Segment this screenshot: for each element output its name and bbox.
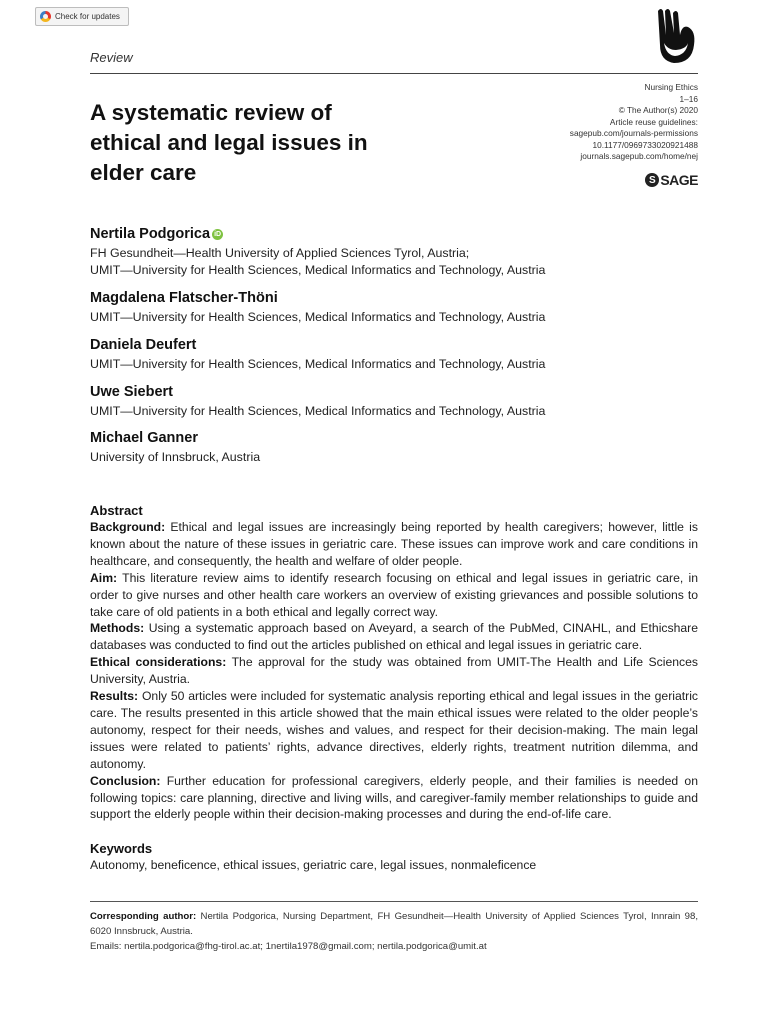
abstract-conclusion: Conclusion: Further education for professional caregivers, elderly people, and their families is needed on following topics: care planning, directive and living wills, and caregiver-family member relationships to guide and support the elderly people within their decision-making processes and during the end-of-life care. <box>90 773 698 822</box>
journal-name: Nursing Ethics <box>644 82 698 92</box>
abstract-methods: Methods: Using a systematic approach based on Aveyard, a search of the PubMed, CINAHL, and Ethicshare databases was conducted to find out the articles published on ethical and legal issues in geriatric care. <box>90 621 699 653</box>
abstract-background: Background: Ethical and legal issues are increasingly being reported by health caregivers; however, little is known about the nature of these issues in geriatric care. These issues can improve work and care conditions in healthcare, and consequently, the health and welfare of older people. <box>90 520 698 568</box>
crossmark-icon <box>40 11 51 22</box>
journal-home-link[interactable]: journals.sagepub.com/home/nej <box>580 151 698 161</box>
abstract-heading: Abstract <box>90 503 143 518</box>
author-name: Magdalena Flatscher-Thöni <box>90 290 278 306</box>
article-title: A systematic review of ethical and legal issues in elder care <box>90 100 368 185</box>
author-affiliation: UMIT—University for Health Sciences, Medical Informatics and Technology, Austria <box>90 263 546 277</box>
header-divider <box>90 73 698 74</box>
keywords-heading: Keywords <box>90 841 153 856</box>
author-name: Nertila Podgorica iD <box>90 226 222 242</box>
check-for-updates-button[interactable] <box>35 7 129 26</box>
copyright: © The Author(s) 2020 <box>618 105 698 115</box>
check-for-updates-label: Check for updates <box>55 12 120 21</box>
doi-link[interactable]: 10.1177/0969733020921488 <box>592 139 698 150</box>
corresponding-author: Corresponding author: Nertila Podgorica, Nursing Department, FH Gesundheit—Health University of Applied Sciences Tyrol, Innrain 98, 6020 Innsbruck, Austria. <box>90 911 699 937</box>
section-label: Review <box>90 50 133 65</box>
publisher-name: SAGE <box>660 172 698 188</box>
reuse-guidelines-label: Article reuse guidelines: <box>609 116 698 127</box>
author-emails[interactable]: Emails: nertila.podgorica@fhg-tirol.ac.at; 1nertila1978@gmail.com; nertila.podgorica@umit.at <box>90 941 487 952</box>
author-affiliation: University of Innsbruck, Austria <box>90 450 261 464</box>
author-affiliation: UMIT—University for Health Sciences, Medical Informatics and Technology, Austria <box>90 310 546 324</box>
author-name: Michael Ganner <box>90 430 198 446</box>
page-range: 1–16 <box>679 93 698 104</box>
publisher-logo <box>645 172 698 188</box>
author-name: Uwe Siebert <box>90 384 173 400</box>
abstract-ethics: Ethical considerations: The approval for the study was obtained from UMIT-The Health and Life Sciences University, Austria. <box>90 655 698 687</box>
sage-s-icon: S <box>645 173 659 187</box>
abstract-aim: Aim: This literature review aims to identify research focusing on ethical and legal issues in geriatric care, in order to give nurses and other health care workers an overview of existing grievances and possible solutions to take care of old patients in a both ethical and legally correct way. <box>90 570 698 619</box>
abstract-results: Results: Only 50 articles were included for systematic analysis reporting ethical and legal issues in the geriatric care. The results presented in this article showed that the main ethical issues were related to the older people’s autonomy, respect for their needs, wishes and values, and respect for their decision-making. The main legal issues were related to patients’ rights, advance directives, elderly rights, treatment nutrition dilemma, and autonomy. <box>90 689 698 771</box>
keywords-list: Autonomy, beneficence, ethical issues, geriatric care, legal issues, nonmaleficence <box>90 858 537 872</box>
keywords <box>90 841 698 874</box>
author-affiliation: FH Gesundheit—Health University of Applied Sciences Tyrol, Austria; <box>90 246 470 260</box>
journal-meta <box>570 82 698 163</box>
abstract <box>90 503 698 823</box>
permissions-link[interactable]: sagepub.com/journals-permissions <box>569 128 698 138</box>
orcid-icon[interactable]: iD <box>214 230 222 238</box>
footer-divider <box>90 901 698 902</box>
author-name: Daniela Deufert <box>90 337 197 353</box>
journal-logo-icon <box>644 5 700 69</box>
author-affiliation: UMIT—University for Health Sciences, Medical Informatics and Technology, Austria <box>90 404 546 418</box>
author-affiliation: UMIT—University for Health Sciences, Medical Informatics and Technology, Austria <box>90 357 546 371</box>
